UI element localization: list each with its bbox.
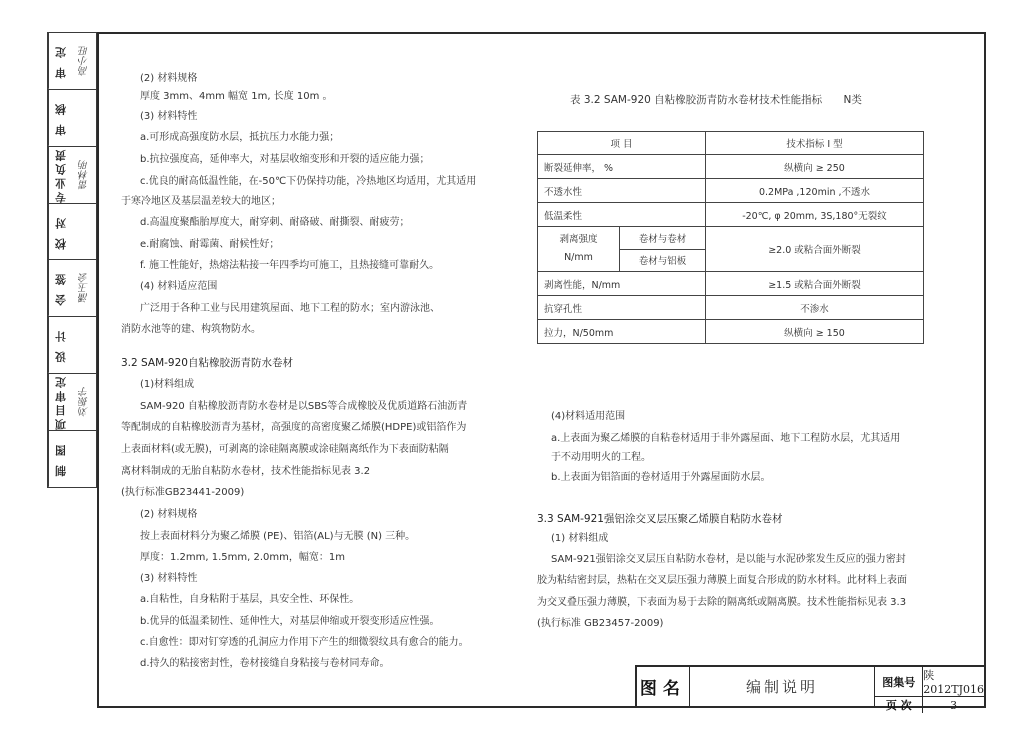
table-caption-text: 表 3.2 SAM-920 自粘橡胶沥青防水卷材技术性能指标 [570, 94, 823, 106]
strip-cell [48, 204, 96, 261]
cell-item: 拉力，N/50mm [538, 320, 706, 344]
page-row [875, 697, 984, 713]
strip-role: 会 签 [48, 260, 74, 316]
header-item: 项 目 [538, 132, 706, 155]
table-caption [570, 92, 862, 107]
table-row [538, 272, 924, 296]
cell-item: 低温柔性 [538, 203, 706, 227]
strip-signature [74, 90, 96, 146]
text-line: (2) 材料规格 [140, 73, 198, 84]
text-line: 按上表面材料分为聚乙烯膜 (PE)、铝箔(AL)与无膜 (N) 三种。 [140, 531, 416, 542]
table-grade: N类 [843, 94, 862, 106]
cell-item: 断裂延伸率， % [538, 155, 706, 179]
text-line: 胶为粘结密封层，热粘在交叉层压强力薄膜上面复合形成的防水材料。此材料上表面 [537, 575, 907, 586]
cell-item: 剥离性能，N/mm [538, 272, 706, 296]
text-line: SAM-921强铝涂交叉层压自粘防水卷材，是以能与水泥砂浆发生反应的强力密封 [551, 554, 906, 565]
cell-value: ≥2.0 或粘合面外断裂 [706, 227, 924, 272]
table-row [538, 296, 924, 320]
text-line: c.自愈性：即对钉穿透的孔洞应力作用下产生的细微裂纹具有愈合的能力。 [140, 637, 469, 648]
text-line: 于寒冷地区及基层温差较大的地区； [121, 196, 281, 207]
cell-value: 纵横向 ≥ 150 [706, 320, 924, 344]
text-line: b.抗拉强度高，延伸率大，对基层收缩变形和开裂的适应能力强； [140, 154, 430, 165]
title-label: 图名 [637, 667, 690, 706]
text-line: b.上表面为铝箔面的卷材适用于外露屋面防水层。 [551, 472, 771, 483]
text-line: d.高温度聚酯胎厚度大，耐穿刺、耐硌破、耐撕裂、耐疲劳； [140, 217, 410, 228]
cell-value: 不渗水 [706, 296, 924, 320]
title-block [635, 665, 984, 712]
cell-value: 纵横向 ≥ 250 [706, 155, 924, 179]
strip-role: 制 图 [48, 431, 74, 487]
strip-signature [74, 431, 96, 487]
text-line: SAM-920 自粘橡胶沥青防水卷材是以SBS等合成橡胶及优质道路石油沥青 [140, 401, 468, 412]
strip-cell [48, 260, 96, 317]
atlas-key: 图集号 [875, 667, 923, 696]
strip-role: 审 核 [48, 90, 74, 146]
text-line: e.耐腐蚀、耐霉菌、耐候性好； [140, 239, 280, 250]
strip-role: 设 计 [48, 317, 74, 373]
strip-cell [48, 147, 96, 204]
strip-role: 项目审定 [48, 374, 74, 430]
cell-value: 0.2MPa ,120min ,不透水 [706, 179, 924, 203]
strip-cell [48, 33, 96, 90]
strip-signature: 刘振宇 [79, 387, 91, 418]
strip-signature [74, 204, 96, 260]
strip-role: 校 对 [48, 204, 74, 260]
text-line: 上表面材料(或无膜)，可剥离的涂硅隔离膜或涂硅隔离纸作为下表面防粘隔 [121, 444, 449, 455]
text-line: c.优良的耐高低温性能，在-50℃下仍保持功能，冷热地区均适用，尤其适用 [140, 176, 477, 187]
drawing-title: 编制说明 [690, 667, 875, 706]
strip-cell [48, 90, 96, 147]
strip-signature: 潘玉会 [79, 273, 91, 304]
strip-role: 审 定 [48, 33, 74, 89]
text-line: (4) 材料适应范围 [140, 281, 218, 292]
text-line: 于不动用明火的工程。 [551, 452, 651, 463]
section-heading: 3.2 SAM-920自粘橡胶沥青防水卷材 [121, 357, 293, 369]
text-line: d.持久的粘接密封性，卷材接缝自身粘接与卷材同寿命。 [140, 658, 390, 669]
text-line: (3) 材料特性 [140, 573, 198, 584]
page-key: 页 次 [875, 697, 923, 713]
table-row [538, 155, 924, 179]
strip-cell [48, 431, 96, 487]
section-heading: 3.3 SAM-921强铝涂交叉层压聚乙烯膜自粘防水卷材 [537, 513, 783, 525]
cell-sub-item: 卷材与卷材 [620, 227, 706, 250]
cell-item: 剥离强度 N/mm [538, 227, 620, 272]
cell-item: 不透水性 [538, 179, 706, 203]
text-line: a.可形成高强度防水层，抵抗压力水能力强； [140, 132, 340, 143]
text-line: 广泛用于各种工业与民用建筑屋面、地下工程的防水；室内游泳池、 [140, 303, 440, 314]
atlas-value: 陕2012TJ016 [923, 669, 984, 696]
text-line: 离材料制成的无胎自粘防水卷材，技术性能指标见表 3.2 [121, 466, 371, 477]
text-line: 消防水池等的建、构筑物防水。 [121, 324, 261, 335]
text-line: (1)材料组成 [140, 379, 195, 390]
cell-value: -20℃, φ 20mm, 3S,180°无裂纹 [706, 203, 924, 227]
strip-signature: 高小旺 [79, 45, 91, 76]
cell-sub-item: 卷材与铝板 [620, 249, 706, 272]
title-block-info [875, 667, 984, 712]
strip-signature [74, 317, 96, 373]
text-line: (2) 材料规格 [140, 509, 198, 520]
atlas-row [875, 667, 984, 697]
table-row [538, 320, 924, 344]
strip-signature: 雷林明 [79, 159, 91, 190]
header-value: 技术指标 I 型 [706, 132, 924, 155]
table-row [538, 203, 924, 227]
text-line: b.优异的低温柔韧性、延伸性大，对基层伸缩或开裂变形适应性强。 [140, 616, 440, 627]
strip-cell [48, 374, 96, 431]
page-number: 3 [950, 698, 958, 712]
signature-strip [47, 32, 97, 488]
cell-item: 抗穿孔性 [538, 296, 706, 320]
table-header-row [538, 132, 924, 155]
cell-value: ≥1.5 或粘合面外断裂 [706, 272, 924, 296]
text-line: a.自粘性，自身粘附于基层，具安全性、环保性。 [140, 594, 360, 605]
text-line: 厚度 3mm、4mm 幅宽 1m, 长度 10m 。 [140, 91, 333, 102]
text-line: 厚度：1.2mm, 1.5mm, 2.0mm，幅宽：1m [140, 552, 345, 563]
text-line: (4)材料适用范围 [551, 411, 626, 422]
text-line: (执行标准 GB23457-2009) [537, 618, 664, 629]
text-line: 为交叉叠压强力薄膜，下表面为易于去除的隔离纸或隔离膜。技术性能指标见表 3.3 [537, 597, 907, 608]
text-line: (执行标准GB23441-2009) [121, 487, 245, 498]
strip-cell [48, 317, 96, 374]
text-line: (3) 材料特性 [140, 111, 198, 122]
table-row [538, 227, 924, 250]
table-row [538, 179, 924, 203]
text-line: 等配制成的自粘橡胶沥青为基材，高强度的高密度聚乙烯膜(HDPE)或铝箔作为 [121, 422, 467, 433]
strip-role: 专业负责 [48, 147, 74, 203]
text-line: (1) 材料组成 [551, 533, 609, 544]
spec-table [537, 131, 924, 344]
text-line: a.上表面为聚乙烯膜的自粘卷材适用于非外露屋面、地下工程防水层，尤其适用 [551, 433, 901, 444]
text-line: f. 施工性能好，热熔法粘接一年四季均可施工，且热接缝可靠耐久。 [140, 260, 440, 271]
